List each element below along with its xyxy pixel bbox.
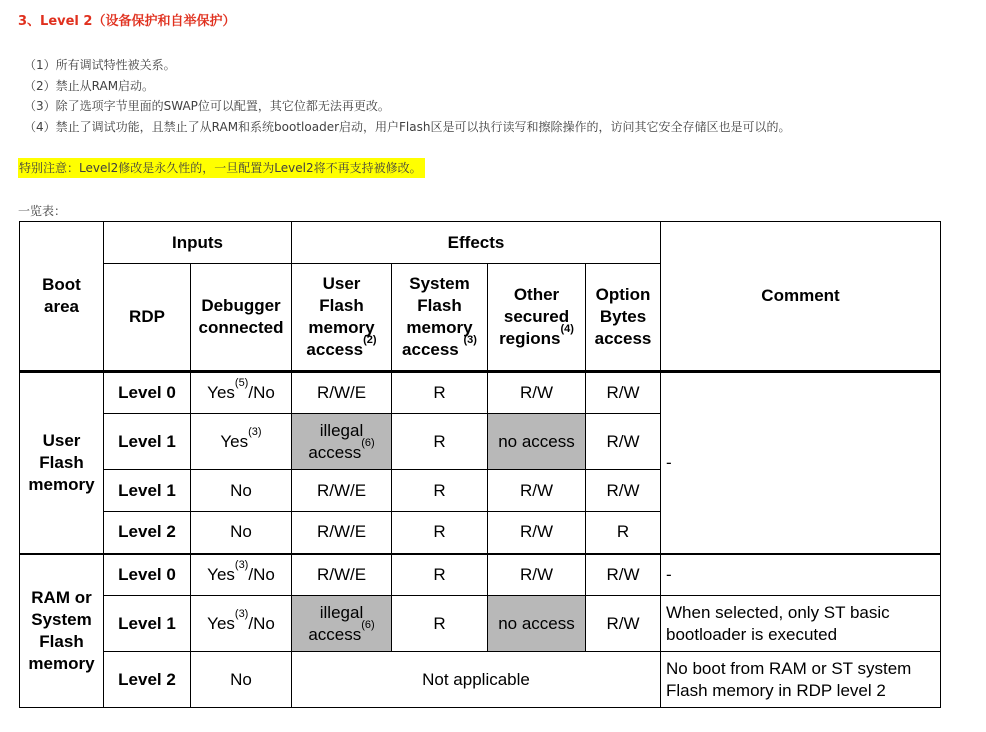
- system-flash-cell: R: [392, 554, 488, 596]
- debugger-cell: Yes$^{(3)}$: [191, 414, 292, 470]
- rdp-header: RDP: [104, 264, 191, 372]
- list-item: （4）禁止了调试功能，且禁止了从RAM和系统bootloader启动，用户Flash区是可以执行读写和擦除操作的，访问其它安全存储区也是可以的。: [24, 119, 791, 134]
- other-secured-cell: no access: [488, 596, 586, 652]
- highlighted-note: 特别注意：Level2修改是永久性的，一旦配置为Level2将不再支持被修改。: [18, 158, 425, 178]
- other-secured-cell: no access: [488, 414, 586, 470]
- user-flash-cell: R/W/E: [292, 512, 392, 554]
- feature-list: [24, 55, 790, 137]
- list-item: （2）禁止从RAM启动。: [24, 78, 155, 93]
- system-flash-cell: R: [392, 414, 488, 470]
- rdp-cell: Level 1: [104, 470, 191, 512]
- debugger-cell: Yes$^{(3)}$/No: [191, 554, 292, 596]
- user-flash-cell: R/W/E: [292, 554, 392, 596]
- option-bytes-cell: R: [586, 512, 661, 554]
- user-flash-cell: R/W/E: [292, 470, 392, 512]
- rdp-cell: Level 0: [104, 554, 191, 596]
- table-row: [20, 652, 941, 708]
- debugger-cell: No: [191, 470, 292, 512]
- option-bytes-cell: R/W: [586, 372, 661, 414]
- rdp-table: [19, 221, 941, 708]
- other-secured-cell: R/W: [488, 554, 586, 596]
- user-flash-cell: R/W/E: [292, 372, 392, 414]
- effects-header: Effects: [292, 222, 661, 264]
- comment-cell: No boot from RAM or ST system Flash memory in RDP level 2: [661, 652, 941, 708]
- other-secured-header: Other secured regions$^{(4)}$: [488, 264, 586, 372]
- option-bytes-header: Option Bytes access: [586, 264, 661, 372]
- boot-area-user-flash: User Flash memory: [20, 372, 104, 554]
- boot-area-ram-system-flash: RAM or System Flash memory: [20, 554, 104, 708]
- rdp-cell: Level 1: [104, 414, 191, 470]
- effects-not-applicable-cell: Not applicable: [292, 652, 661, 708]
- list-item: （1）所有调试特性被关系。: [24, 58, 176, 72]
- rdp-cell: Level 1: [104, 596, 191, 652]
- header-row: [20, 222, 941, 264]
- table-row: [20, 554, 941, 596]
- system-flash-cell: R: [392, 512, 488, 554]
- user-flash-header: User Flash memory access$^{(2)}$: [292, 264, 392, 372]
- comment-cell: -: [661, 554, 941, 596]
- other-secured-cell: R/W: [488, 512, 586, 554]
- option-bytes-cell: R/W: [586, 414, 661, 470]
- other-secured-cell: R/W: [488, 372, 586, 414]
- system-flash-cell: R: [392, 372, 488, 414]
- rdp-cell: Level 2: [104, 512, 191, 554]
- list-item: （3）除了选项字节里面的SWAP位可以配置，其它位都无法再更改。: [24, 99, 390, 113]
- user-flash-cell: illegal access$^{(6)}$: [292, 596, 392, 652]
- table-row: [20, 596, 941, 652]
- other-secured-cell: R/W: [488, 470, 586, 512]
- comment-cell: When selected, only ST basic bootloader is executed: [661, 596, 941, 652]
- user-flash-cell: illegal access$^{(6)}$: [292, 414, 392, 470]
- table-row: [20, 372, 941, 414]
- option-bytes-cell: R/W: [586, 596, 661, 652]
- debugger-cell: Yes$^{(5)}$/No: [191, 372, 292, 414]
- debugger-cell: No: [191, 652, 292, 708]
- section-heading: 3、Level 2（设备保护和自举保护）: [18, 14, 236, 29]
- option-bytes-cell: R/W: [586, 554, 661, 596]
- debugger-cell: No: [191, 512, 292, 554]
- rdp-cell: Level 0: [104, 372, 191, 414]
- rdp-cell: Level 2: [104, 652, 191, 708]
- system-flash-header: System Flash memory access $^{(3)}$: [392, 264, 488, 372]
- comment-header: Comment: [661, 222, 941, 372]
- inputs-header: Inputs: [104, 222, 292, 264]
- system-flash-cell: R: [392, 596, 488, 652]
- debugger-header: Debugger connected: [191, 264, 292, 372]
- option-bytes-cell: R/W: [586, 470, 661, 512]
- comment-cell: -: [661, 372, 941, 554]
- system-flash-cell: R: [392, 470, 488, 512]
- boot-area-header: Boot area: [20, 222, 104, 372]
- table-label: 一览表：: [18, 204, 67, 218]
- debugger-cell: Yes$^{(3)}$/No: [191, 596, 292, 652]
